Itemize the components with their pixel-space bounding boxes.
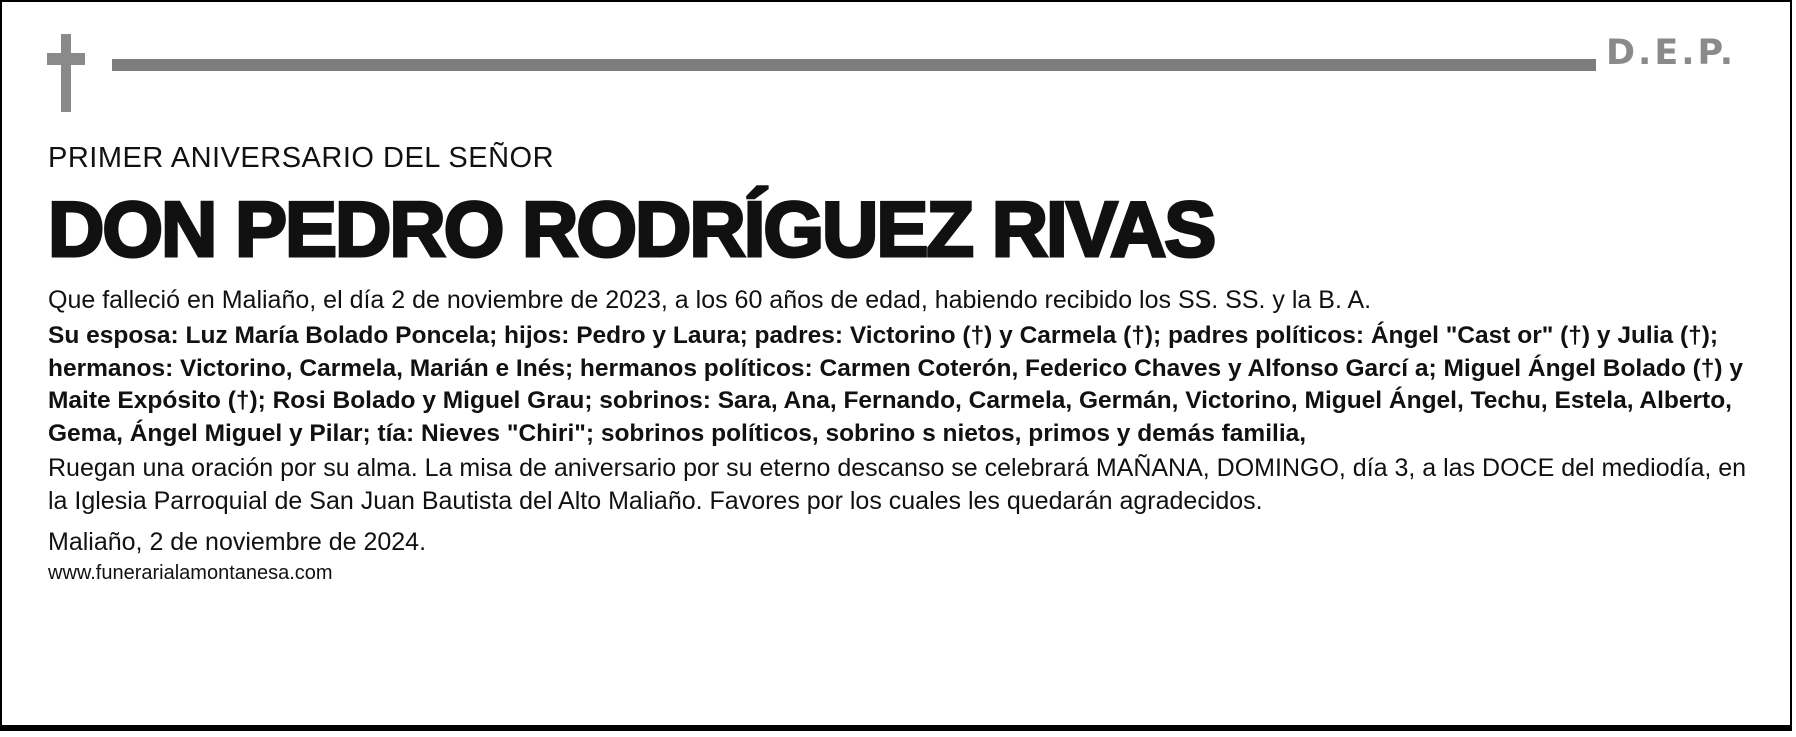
notice-subtitle: PRIMER ANIVERSARIO DEL SEÑOR bbox=[48, 142, 555, 174]
place-date: Maliaño, 2 de noviembre de 2024. bbox=[48, 528, 427, 556]
notice-body bbox=[48, 140, 1758, 586]
dep-label: D.E.P. bbox=[1606, 33, 1737, 73]
death-statement: Que falleció en Maliaño, el día 2 de noviembre de 2023, a los 60 años de edad, habiendo recibido los SS. SS. y la B. A. bbox=[48, 286, 1372, 314]
deceased-name: DON PEDRO RODRÍGUEZ RIVAS bbox=[48, 185, 1215, 273]
cross-icon bbox=[47, 34, 85, 112]
notice-header bbox=[0, 0, 1796, 120]
header-divider bbox=[112, 59, 1596, 71]
website-link[interactable]: www.funerarialamontanesa.com bbox=[48, 562, 333, 584]
family-list: Su esposa: Luz María Bolado Poncela; hijos: Pedro y Laura; padres: Victorino (†) y Carmela (†); padres políticos: Ángel "Cast or" (†) y Julia (†); hermanos: Victorino, Carmela, Marián e Inés; hermanos políticos: Carmen Coterón, Federico Chaves y Alfonso Garcí a; Miguel Ángel Bolado (†) y Maite Expósito (†); Rosi Bolado y Miguel Grau; sobrinos: Sara, Ana, Fernando, Carmela, Germán, Victorino, Miguel Ángel, Techu, Estela, Alberto, Gema, Ángel Miguel y Pilar; tía: Nieves "Chiri"; sobrinos políticos, sobrino s nietos, primos y demás familia, bbox=[48, 322, 1743, 447]
mass-announcement: Ruegan una oración por su alma. La misa de aniversario por su eterno descanso se celebrará MAÑANA, DOMINGO, día 3, a las DOCE del mediodía, en la Iglesia Parroquial de San Juan Bautista del Alto Maliaño. Favores por los cuales les quedarán agradecidos. bbox=[48, 454, 1747, 515]
